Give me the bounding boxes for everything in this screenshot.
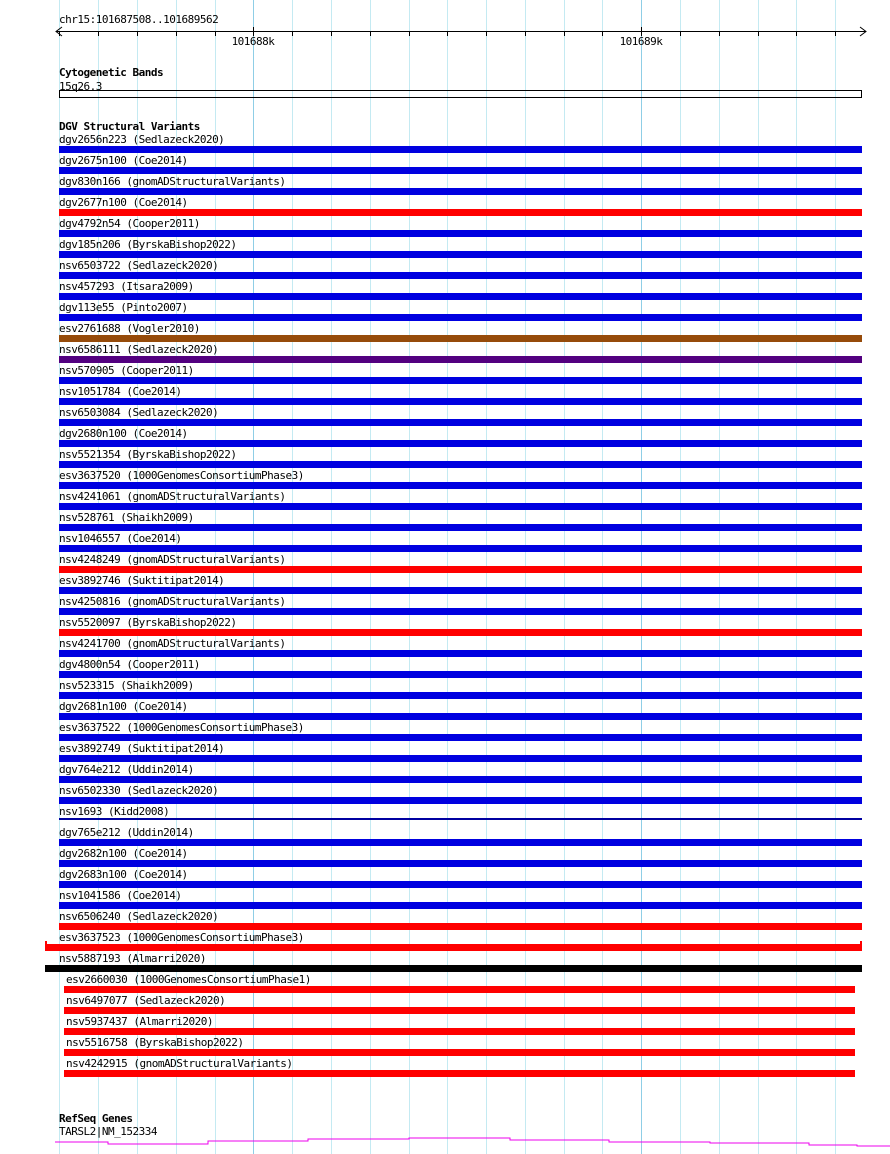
ruler-minor-tick bbox=[796, 31, 797, 36]
variant-bar[interactable] bbox=[59, 167, 862, 174]
variant-label: dgv4792n54 (Cooper2011) bbox=[59, 217, 200, 230]
variant-bar[interactable] bbox=[59, 860, 862, 867]
variant-bar[interactable] bbox=[59, 776, 862, 783]
variant-bar[interactable] bbox=[59, 902, 862, 909]
ruler-minor-tick bbox=[176, 31, 177, 36]
variant-bar[interactable] bbox=[59, 440, 862, 447]
variant-bar[interactable] bbox=[59, 671, 862, 678]
variant-label: dgv2680n100 (Coe2014) bbox=[59, 427, 188, 440]
ruler-minor-tick bbox=[719, 31, 720, 36]
variant-bar[interactable] bbox=[59, 881, 862, 888]
variant-bar[interactable] bbox=[59, 419, 862, 426]
variant-label: nsv1041586 (Coe2014) bbox=[59, 889, 182, 902]
refseq-genes-title: RefSeq Genes bbox=[59, 1112, 133, 1125]
variant-bar[interactable] bbox=[59, 587, 862, 594]
ruler-minor-tick bbox=[292, 31, 293, 36]
variant-label: nsv457293 (Itsara2009) bbox=[59, 280, 194, 293]
variant-bar[interactable] bbox=[59, 293, 862, 300]
variant-bar[interactable] bbox=[59, 188, 862, 195]
variant-bar[interactable] bbox=[59, 251, 862, 258]
cytoband-box bbox=[59, 90, 862, 98]
ruler-minor-tick bbox=[602, 31, 603, 36]
ruler-minor-tick bbox=[680, 31, 681, 36]
variant-bar[interactable] bbox=[59, 377, 862, 384]
variant-label: dgv2682n100 (Coe2014) bbox=[59, 847, 188, 860]
variant-bar[interactable] bbox=[64, 1049, 855, 1056]
variant-label: esv3637520 (1000GenomesConsortiumPhase3) bbox=[59, 469, 304, 482]
variant-label: nsv6497077 (Sedlazeck2020) bbox=[66, 994, 226, 1007]
variant-bar[interactable] bbox=[45, 944, 862, 951]
variant-label: dgv764e212 (Uddin2014) bbox=[59, 763, 194, 776]
variant-bar[interactable] bbox=[59, 713, 862, 720]
ruler-axis bbox=[0, 0, 890, 48]
variant-label: dgv2675n100 (Coe2014) bbox=[59, 154, 188, 167]
variant-bar[interactable] bbox=[59, 482, 862, 489]
ruler-minor-tick bbox=[137, 31, 138, 36]
gene-model-line[interactable] bbox=[55, 1138, 890, 1146]
variant-bar[interactable] bbox=[59, 503, 862, 510]
variant-label: nsv6586111 (Sedlazeck2020) bbox=[59, 343, 219, 356]
cytoband-label: 15q26.3 bbox=[59, 80, 102, 93]
variant-label: nsv5937437 (Almarri2020) bbox=[66, 1015, 213, 1028]
variant-label: nsv4241700 (gnomADStructuralVariants) bbox=[59, 637, 286, 650]
variant-bar[interactable] bbox=[59, 923, 862, 930]
ruler-minor-tick bbox=[564, 31, 565, 36]
variant-label: dgv2656n223 (Sedlazeck2020) bbox=[59, 133, 225, 146]
variant-label: dgv2677n100 (Coe2014) bbox=[59, 196, 188, 209]
variant-bar[interactable] bbox=[59, 524, 862, 531]
variant-bar[interactable] bbox=[64, 1007, 855, 1014]
ruler-minor-tick bbox=[331, 31, 332, 36]
ruler-tick-label: 101689k bbox=[619, 35, 663, 48]
variant-label: dgv113e55 (Pinto2007) bbox=[59, 301, 188, 314]
variant-bar[interactable] bbox=[59, 818, 862, 820]
variant-label: nsv1051784 (Coe2014) bbox=[59, 385, 182, 398]
variant-label: esv2660030 (1000GenomesConsortiumPhase1) bbox=[66, 973, 311, 986]
variant-label: esv2761688 (Vogler2010) bbox=[59, 322, 200, 335]
ruler-minor-tick bbox=[59, 31, 60, 36]
variant-bar[interactable] bbox=[59, 650, 862, 657]
variant-bar[interactable] bbox=[59, 314, 862, 321]
dgv-structural-variants-title: DGV Structural Variants bbox=[59, 120, 200, 133]
variant-label: nsv6503722 (Sedlazeck2020) bbox=[59, 259, 219, 272]
variant-bar[interactable] bbox=[59, 692, 862, 699]
variant-bar[interactable] bbox=[59, 461, 862, 468]
variant-label: esv3892749 (Suktitipat2014) bbox=[59, 742, 225, 755]
variant-label: nsv570905 (Cooper2011) bbox=[59, 364, 194, 377]
gene-label: TARSL2|NM_152334 bbox=[59, 1125, 157, 1138]
ruler-minor-tick bbox=[447, 31, 448, 36]
variant-bar-left-end-tick bbox=[45, 941, 47, 944]
variant-bar[interactable] bbox=[59, 797, 862, 804]
variant-bar[interactable] bbox=[64, 1070, 855, 1077]
variant-label: dgv185n206 (ByrskaBishop2022) bbox=[59, 238, 237, 251]
variant-label: dgv2683n100 (Coe2014) bbox=[59, 868, 188, 881]
region-label: chr15:101687508..101689562 bbox=[59, 13, 219, 26]
variant-bar[interactable] bbox=[59, 272, 862, 279]
variant-bar[interactable] bbox=[59, 839, 862, 846]
variant-bar[interactable] bbox=[59, 629, 862, 636]
variant-bar-right-end-tick bbox=[860, 941, 862, 944]
variant-bar[interactable] bbox=[59, 146, 862, 153]
ruler-minor-tick bbox=[486, 31, 487, 36]
variant-label: nsv5520097 (ByrskaBishop2022) bbox=[59, 616, 237, 629]
variant-bar[interactable] bbox=[59, 356, 862, 363]
ruler-minor-tick bbox=[409, 31, 410, 36]
variant-bar[interactable] bbox=[64, 986, 855, 993]
variant-label: nsv523315 (Shaikh2009) bbox=[59, 679, 194, 692]
variant-label: nsv6506240 (Sedlazeck2020) bbox=[59, 910, 219, 923]
variant-bar[interactable] bbox=[59, 398, 862, 405]
variant-label: nsv5887193 (Almarri2020) bbox=[59, 952, 206, 965]
variant-label: nsv1046557 (Coe2014) bbox=[59, 532, 182, 545]
ruler-minor-tick bbox=[215, 31, 216, 36]
variant-label: nsv4241061 (gnomADStructuralVariants) bbox=[59, 490, 286, 503]
variant-bar[interactable] bbox=[59, 608, 862, 615]
variant-label: nsv6503084 (Sedlazeck2020) bbox=[59, 406, 219, 419]
variant-bar[interactable] bbox=[59, 545, 862, 552]
ruler-minor-tick bbox=[758, 31, 759, 36]
ruler-tick-label: 101688k bbox=[231, 35, 275, 48]
variant-label: nsv528761 (Shaikh2009) bbox=[59, 511, 194, 524]
ruler-minor-tick bbox=[525, 31, 526, 36]
variant-label: nsv5516758 (ByrskaBishop2022) bbox=[66, 1036, 244, 1049]
variant-bar[interactable] bbox=[59, 335, 862, 342]
variant-label: dgv4800n54 (Cooper2011) bbox=[59, 658, 200, 671]
variant-label: dgv765e212 (Uddin2014) bbox=[59, 826, 194, 839]
variant-label: dgv2681n100 (Coe2014) bbox=[59, 700, 188, 713]
variant-bar[interactable] bbox=[59, 734, 862, 741]
variant-bar[interactable] bbox=[59, 755, 862, 762]
variant-label: nsv4248249 (gnomADStructuralVariants) bbox=[59, 553, 286, 566]
variant-bar[interactable] bbox=[59, 230, 862, 237]
variant-label: nsv1693 (Kidd2008) bbox=[59, 805, 170, 818]
cytogenetic-bands-title: Cytogenetic Bands bbox=[59, 66, 164, 79]
variant-label: esv3637523 (1000GenomesConsortiumPhase3) bbox=[59, 931, 304, 944]
variant-bar[interactable] bbox=[59, 209, 862, 216]
variant-bar[interactable] bbox=[45, 965, 862, 972]
ruler-minor-tick bbox=[98, 31, 99, 36]
variant-label: nsv5521354 (ByrskaBishop2022) bbox=[59, 448, 237, 461]
variant-label: nsv6502330 (Sedlazeck2020) bbox=[59, 784, 219, 797]
variant-bar[interactable] bbox=[59, 566, 862, 573]
variant-label: dgv830n166 (gnomADStructuralVariants) bbox=[59, 175, 286, 188]
variant-bar[interactable] bbox=[64, 1028, 855, 1035]
ruler-minor-tick bbox=[835, 31, 836, 36]
variant-label: esv3892746 (Suktitipat2014) bbox=[59, 574, 225, 587]
variant-label: nsv4250816 (gnomADStructuralVariants) bbox=[59, 595, 286, 608]
variant-label: nsv4242915 (gnomADStructuralVariants) bbox=[66, 1057, 293, 1070]
ruler-minor-tick bbox=[370, 31, 371, 36]
variant-label: esv3637522 (1000GenomesConsortiumPhase3) bbox=[59, 721, 304, 734]
